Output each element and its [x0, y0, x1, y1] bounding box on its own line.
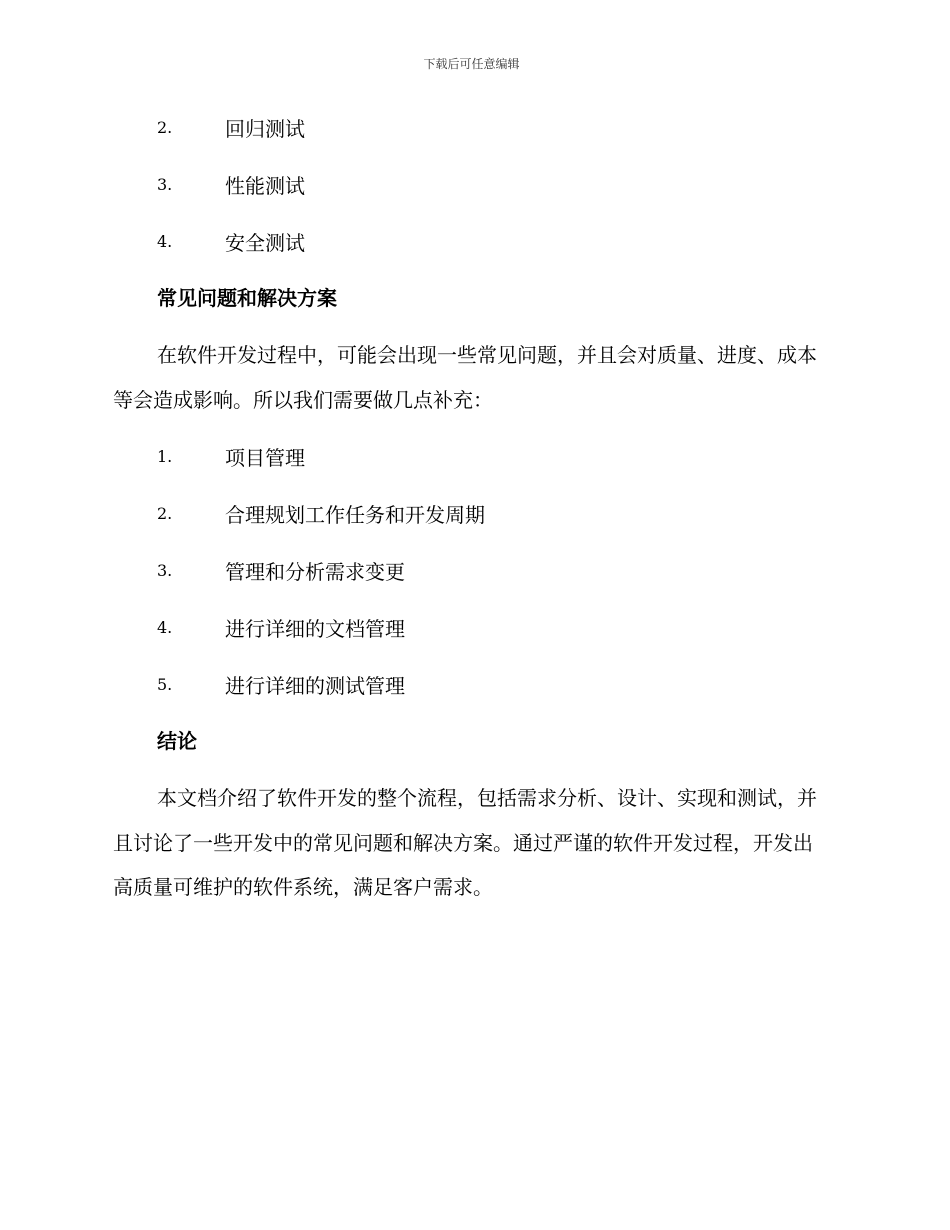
test-types-list	[113, 99, 830, 270]
problems-paragraph: 在软件开发过程中，可能会出现一些常见问题，并且会对质量、进度、成本等会造成影响。所以我们需要做几点补充：	[113, 343, 817, 412]
list-text: 安全测试	[225, 231, 305, 255]
conclusion-paragraph: 本文档介绍了软件开发的整个流程，包括需求分析、设计、实现和测试，并且讨论了一些开发中的常见问题和解决方案。通过严谨的软件开发过程，开发出高质量可维护的软件系统，满足客户需求。	[113, 786, 817, 899]
page-header: 下载后可任意编辑	[423, 57, 520, 71]
list-text: 管理和分析需求变更	[225, 560, 405, 584]
list-item	[113, 213, 830, 270]
list-number: 3.	[157, 175, 173, 194]
list-item	[113, 542, 830, 599]
list-number: 3.	[157, 561, 173, 580]
list-item	[113, 428, 830, 485]
list-item	[113, 485, 830, 542]
list-number: 4.	[157, 618, 173, 637]
list-text: 项目管理	[225, 446, 305, 470]
section-heading-problems: 常见问题和解决方案	[157, 286, 337, 310]
list-item	[113, 99, 830, 156]
list-number: 4.	[157, 232, 173, 251]
list-text: 性能测试	[225, 174, 305, 198]
solutions-list	[113, 428, 830, 713]
list-number: 1.	[157, 447, 173, 466]
list-text: 进行详细的文档管理	[225, 617, 405, 641]
list-text: 回归测试	[225, 117, 305, 141]
section-heading-conclusion: 结论	[157, 729, 197, 753]
list-item	[113, 599, 830, 656]
list-item	[113, 656, 830, 713]
list-number: 2.	[157, 504, 173, 523]
list-item	[113, 156, 830, 213]
list-number: 2.	[157, 118, 173, 137]
list-text: 进行详细的测试管理	[225, 674, 405, 698]
list-number: 5.	[157, 675, 173, 694]
list-text: 合理规划工作任务和开发周期	[225, 503, 485, 527]
